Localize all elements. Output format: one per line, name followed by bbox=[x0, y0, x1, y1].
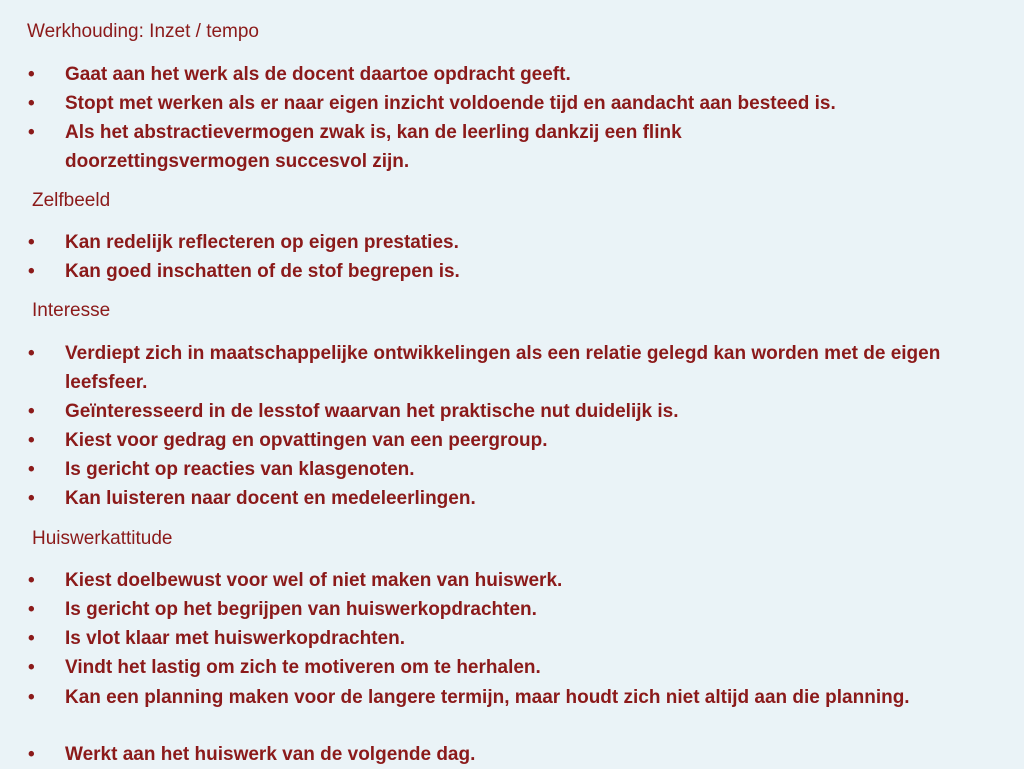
list-item-text: Kan een planning maken voor de langere termijn, maar houdt zich niet altijd aan die planning. bbox=[65, 687, 910, 708]
list-item-text: Geïnteresseerd in de lesstof waarvan het praktische nut duidelijk is. bbox=[65, 401, 679, 422]
list-item-text: Kiest voor gedrag en opvattingen van een peergroup. bbox=[65, 430, 548, 451]
bullet-icon: • bbox=[28, 232, 35, 253]
bullet-icon: • bbox=[28, 488, 35, 509]
list-item bbox=[28, 484, 1018, 513]
bullet-icon: • bbox=[28, 64, 35, 85]
list-item bbox=[28, 339, 1018, 397]
bullet-icon: • bbox=[28, 657, 35, 678]
bullet-icon: • bbox=[28, 744, 35, 765]
list-item bbox=[28, 455, 1018, 484]
list-item bbox=[28, 118, 808, 176]
list-item-text: Kan luisteren naar docent en medeleerlingen. bbox=[65, 488, 476, 509]
section-heading-interesse: Interesse bbox=[32, 300, 111, 321]
section-heading-huiswerkattitude: Huiswerkattitude bbox=[32, 528, 173, 549]
list-item-text: Is gericht op reacties van klasgenoten. bbox=[65, 459, 415, 480]
bullet-icon: • bbox=[28, 459, 35, 480]
list-item bbox=[28, 397, 1018, 426]
list-item-text: Werkt aan het huiswerk van de volgende dag. bbox=[65, 744, 476, 765]
list-item bbox=[28, 683, 988, 712]
list-item bbox=[28, 60, 1018, 89]
list-item bbox=[28, 257, 1018, 286]
section-heading-zelfbeeld: Zelfbeeld bbox=[32, 190, 111, 211]
bullet-icon: • bbox=[28, 401, 35, 422]
bullet-icon: • bbox=[28, 687, 35, 708]
section-heading-werkhouding: Werkhouding: Inzet / tempo bbox=[27, 21, 259, 42]
list-item bbox=[28, 89, 1018, 118]
list-item bbox=[28, 426, 1018, 455]
list-item bbox=[28, 228, 1018, 257]
bullet-icon: • bbox=[28, 93, 35, 114]
list-item-text: Vindt het lastig om zich te motiveren om te herhalen. bbox=[65, 657, 541, 678]
list-item-text: Stopt met werken als er naar eigen inzicht voldoende tijd en aandacht aan besteed is. bbox=[65, 93, 836, 114]
list-item bbox=[28, 740, 1018, 769]
list-item-text: Kan goed inschatten of de stof begrepen is. bbox=[65, 261, 460, 282]
bullet-icon: • bbox=[28, 430, 35, 451]
bullet-icon: • bbox=[28, 599, 35, 620]
list-item-text: Gaat aan het werk als de docent daartoe opdracht geeft. bbox=[65, 64, 571, 85]
list-item bbox=[28, 566, 1018, 595]
bullet-icon: • bbox=[28, 343, 35, 364]
bullet-icon: • bbox=[28, 122, 35, 143]
list-item-text: Kiest doelbewust voor wel of niet maken van huiswerk. bbox=[65, 570, 563, 591]
list-item-text: Is gericht op het begrijpen van huiswerkopdrachten. bbox=[65, 599, 537, 620]
list-item bbox=[28, 624, 1018, 653]
list-item-text: Kan redelijk reflecteren op eigen prestaties. bbox=[65, 232, 459, 253]
list-item-text: Verdiept zich in maatschappelijke ontwikkelingen als een relatie gelegd kan worden met de eigen leefsfeer. bbox=[65, 343, 941, 393]
bullet-icon: • bbox=[28, 628, 35, 649]
list-item-text: Is vlot klaar met huiswerkopdrachten. bbox=[65, 628, 405, 649]
list-item bbox=[28, 595, 1018, 624]
list-item-text: Als het abstractievermogen zwak is, kan de leerling dankzij een flink doorzettingsvermogen succesvol zijn. bbox=[65, 122, 682, 172]
list-item bbox=[28, 653, 1018, 682]
bullet-icon: • bbox=[28, 570, 35, 591]
bullet-icon: • bbox=[28, 261, 35, 282]
